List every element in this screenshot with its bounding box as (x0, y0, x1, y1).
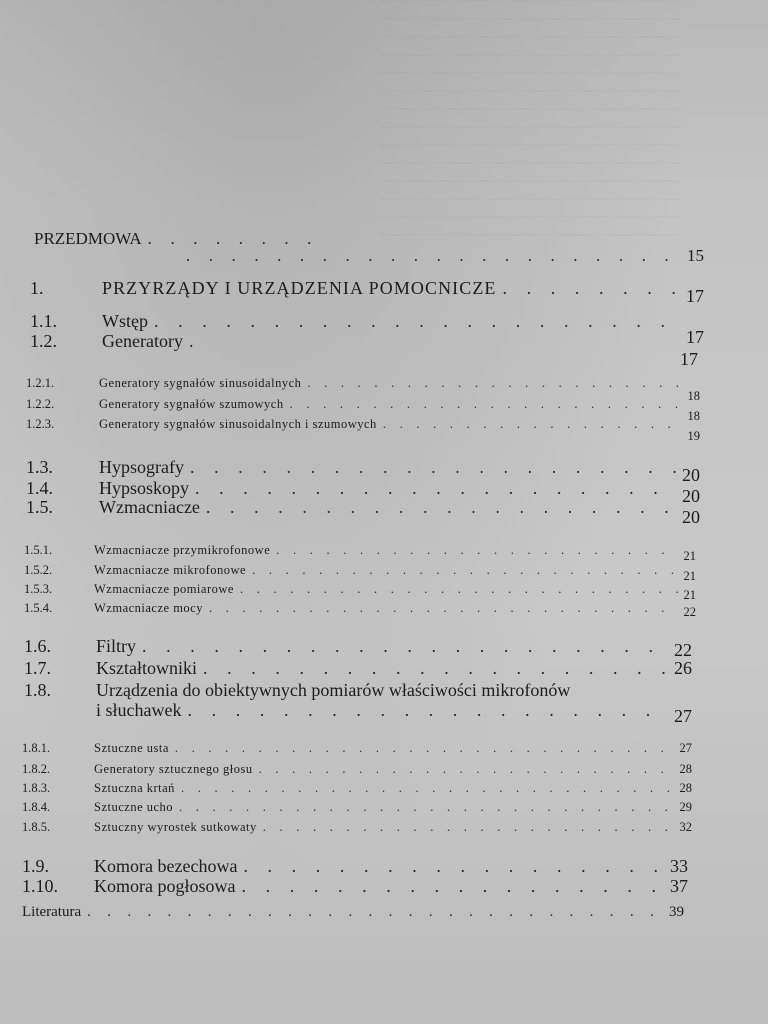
dot-leader (181, 781, 674, 796)
toc-number: 1.8.3. (22, 781, 51, 795)
toc-number: 1.5.2. (24, 563, 53, 577)
toc-page-number: 39 (669, 904, 684, 920)
toc-entry (26, 397, 700, 423)
toc-title: Filtry (96, 636, 137, 656)
toc-entry (24, 636, 692, 660)
toc-title: Generatory sygnałów szumowych (99, 397, 284, 411)
toc-number: 1.3. (26, 457, 53, 477)
toc-title: Wzmacniacze przymikrofonowe (94, 543, 271, 557)
toc-number: 1.7. (24, 658, 51, 678)
toc-entry (24, 543, 696, 563)
dot-leader (240, 582, 678, 597)
toc-entry-preface-leader (180, 246, 704, 266)
toc-title: Wzmacniacze mikrofonowe (94, 563, 247, 577)
toc-entry (30, 331, 704, 352)
toc-title: i słuchawek (96, 700, 182, 720)
toc-number: 1.8.4. (22, 800, 51, 814)
toc-title: PRZYRZĄDY I URZĄDZENIA POMOCNICZE (102, 278, 497, 298)
toc-title: Literatura (22, 904, 82, 920)
toc-number: 1.5.3. (24, 582, 53, 596)
dot-leader (276, 543, 677, 558)
toc-page-number: 32 (679, 820, 692, 834)
toc-entry (22, 762, 692, 777)
toc-number: 1.9. (22, 856, 49, 876)
toc-entry (22, 741, 692, 756)
toc-title: PRZEDMOWA (34, 229, 142, 248)
toc-entry (26, 417, 700, 443)
toc-page-number: 21 (683, 569, 696, 583)
toc-title: Generatory sygnałów sinusoidalnych (99, 376, 302, 390)
toc-page-number: 19 (687, 429, 700, 443)
dot-leader (186, 246, 681, 266)
toc-page-number: 29 (679, 800, 692, 814)
toc-entry (26, 457, 700, 485)
toc-page-number: 26 (674, 658, 692, 678)
toc-page-number: 18 (687, 389, 700, 403)
toc-entry (24, 582, 696, 602)
toc-title: Wstęp (102, 311, 148, 331)
dot-leader (187, 700, 668, 721)
toc-title: Generatory sygnałów sinusoidalnych i szumowych (99, 417, 377, 431)
toc-entry (22, 820, 692, 835)
toc-page-number: 37 (670, 876, 688, 896)
toc-title: Komora bezechowa (94, 856, 238, 876)
toc-number: 1.4. (26, 478, 53, 498)
toc-number: 1.8. (24, 680, 51, 700)
dot-leader (206, 497, 676, 518)
toc-page-number: 17 (686, 286, 704, 306)
toc-number: 1.8.5. (22, 820, 51, 834)
toc-number: 1.8.2. (22, 762, 51, 776)
toc-entry (22, 856, 688, 877)
dot-leader (209, 601, 678, 616)
dot-leader (502, 278, 680, 299)
dot-leader (179, 800, 673, 815)
toc-title: Sztuczny wyrostek sutkowaty (94, 820, 257, 834)
toc-entry (22, 800, 692, 815)
toc-page-number: 33 (670, 856, 688, 876)
dot-leader (195, 478, 676, 499)
toc-number: 1.5. (26, 497, 53, 517)
toc-entry-continuation (96, 700, 692, 726)
toc-title: Sztuczne usta (94, 741, 169, 755)
toc-title: Wzmacniacze pomiarowe (94, 582, 234, 596)
dot-leader (142, 636, 668, 657)
toc-entry (22, 876, 688, 897)
toc-page-number: 21 (683, 588, 696, 602)
toc-entry-chapter-1 (30, 278, 704, 306)
toc-page-number-extra (680, 349, 698, 370)
toc-title: Wzmacniacze mocy (94, 601, 203, 615)
dot-leader (252, 563, 677, 578)
toc-number: 1.5.1. (24, 543, 53, 557)
toc-page-number: 20 (682, 507, 700, 527)
toc-title: Sztuczne ucho (94, 800, 174, 814)
toc-number: 1.2.3. (26, 417, 55, 431)
toc-number: 1.5.4. (24, 601, 53, 615)
toc-number: 1.8.1. (22, 741, 51, 755)
dot-leader (241, 876, 664, 897)
toc-entry (24, 680, 692, 701)
toc-entry (24, 658, 692, 679)
toc-entry (26, 478, 700, 506)
toc-page-number: 18 (687, 409, 700, 423)
bleed-through-text (380, 0, 680, 240)
toc-number: 1.6. (24, 636, 51, 656)
dot-leader (290, 397, 682, 412)
dot-leader (190, 457, 676, 478)
toc-page-number: 28 (679, 762, 692, 776)
dot-leader (154, 311, 680, 332)
toc-title: Hypsoskopy (99, 478, 190, 498)
toc-entry (26, 497, 700, 527)
dot-leader (383, 417, 682, 432)
toc-number: 1.10. (22, 876, 58, 896)
toc-title: Komora pogłosowa (94, 876, 236, 896)
toc-title: Generatory (102, 331, 183, 351)
toc-page-number: 20 (682, 465, 700, 485)
toc-page-number: 17 (686, 327, 704, 347)
toc-title: Sztuczna krtań (94, 781, 175, 795)
toc-page-number: 20 (682, 486, 700, 506)
toc-entry (24, 601, 696, 619)
dot-leader (259, 762, 674, 777)
dot-leader (87, 904, 663, 921)
toc-number: 1. (30, 278, 44, 298)
toc-title: Urządzenia do obiektywnych pomiarów właściwości mikrofonów (96, 680, 571, 700)
toc-page-number: 28 (679, 781, 692, 795)
toc-number: 1.1. (30, 311, 57, 331)
dot-leader (263, 820, 674, 835)
toc-entry (24, 563, 696, 583)
dot-leader (189, 331, 209, 352)
dot-leader (203, 658, 668, 679)
dot-leader (307, 376, 681, 391)
toc-number: 1.2. (30, 331, 57, 351)
toc-title: Hypsografy (99, 457, 184, 477)
toc-entry (22, 781, 692, 796)
toc-page-number: 17 (680, 349, 698, 369)
toc-number: 1.2.2. (26, 397, 55, 411)
toc-page-number: 21 (683, 549, 696, 563)
toc-title: Wzmacniacze (99, 497, 200, 517)
toc-entry-literatura (22, 904, 684, 921)
toc-page-number: 15 (687, 246, 704, 265)
dot-leader (175, 741, 674, 756)
toc-title: Generatory sztucznego głosu (94, 762, 253, 776)
toc-title: Kształtowniki (96, 658, 197, 678)
dot-leader (243, 856, 664, 877)
toc-number: 1.2.1. (26, 376, 55, 390)
toc-entry (26, 376, 700, 403)
toc-page-number: 22 (683, 605, 696, 619)
toc-page-number: 27 (679, 741, 692, 755)
toc-page-number: 22 (674, 640, 692, 660)
toc-page-number: 27 (674, 706, 692, 726)
